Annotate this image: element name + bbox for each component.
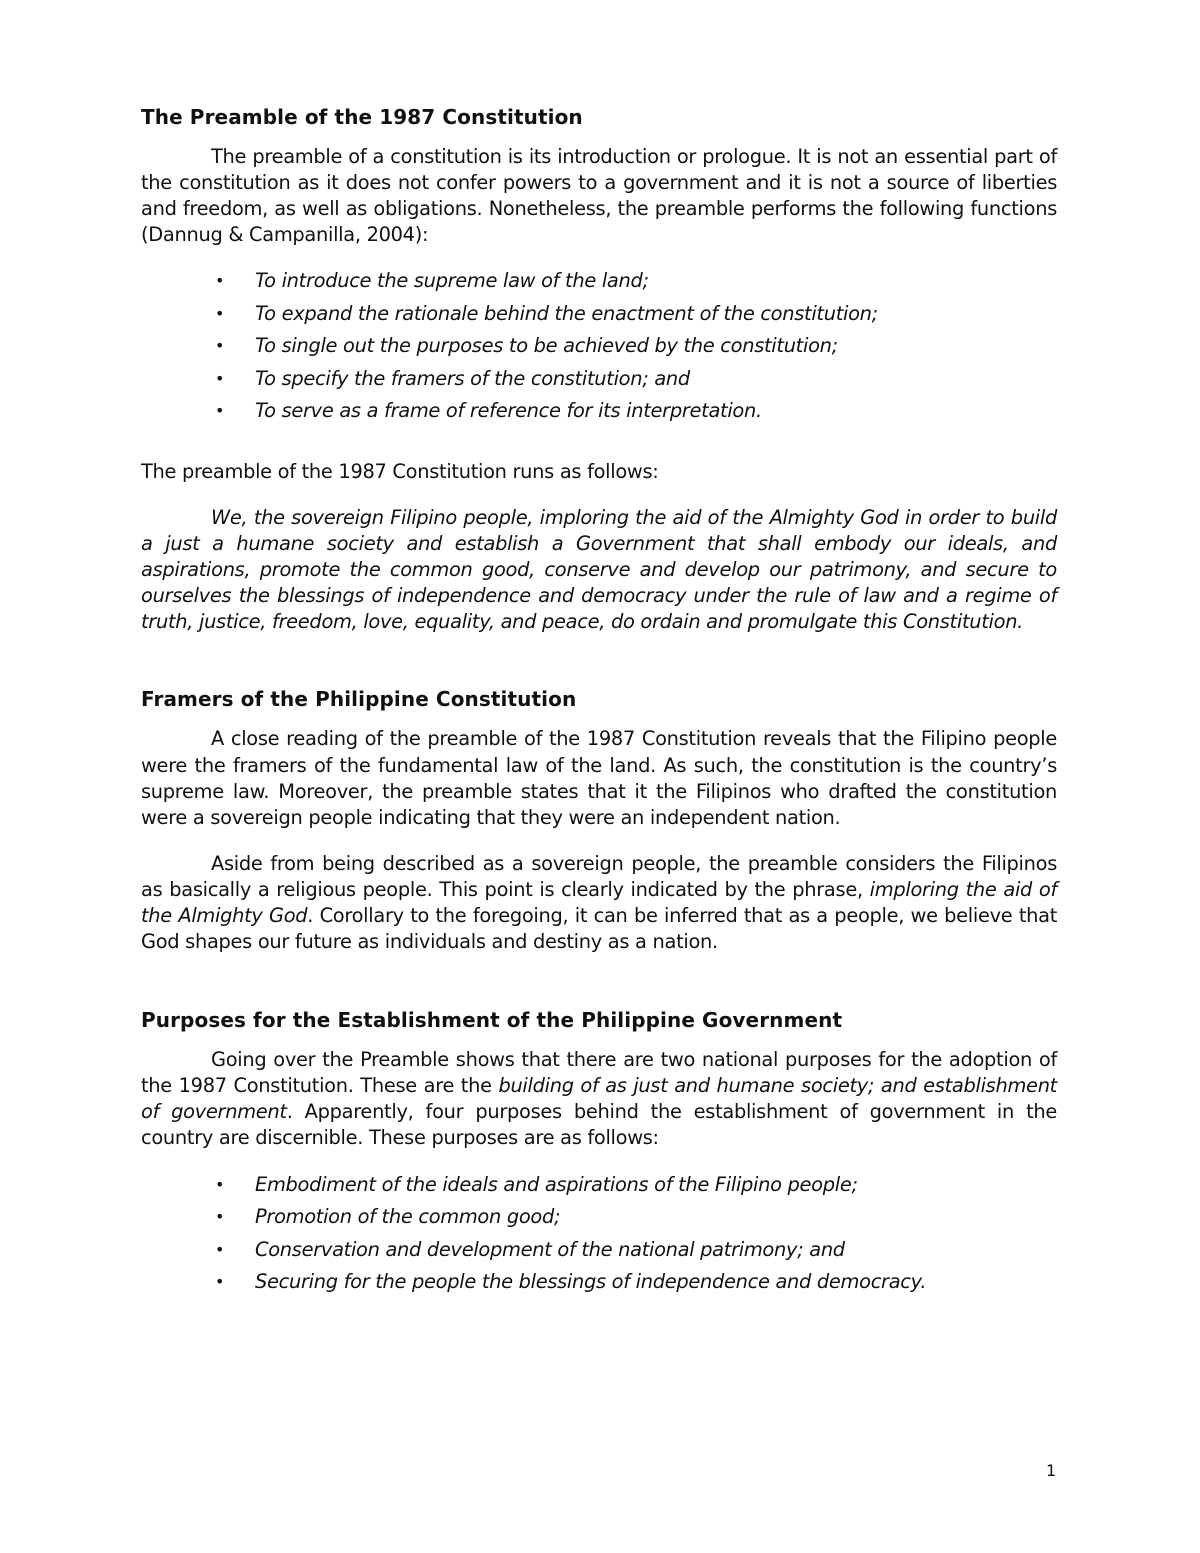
section-heading-purposes: Purposes for the Establishment of the Philippine Government: [141, 1008, 843, 1033]
list-item: • Promotion of the common good;: [141, 1201, 1057, 1234]
bullet-icon: •: [215, 1239, 225, 1259]
bullet-icon: •: [215, 1272, 225, 1292]
list-item: • To specify the framers of the constitution; and: [141, 363, 1057, 396]
bullet-icon: •: [215, 1207, 225, 1227]
list-item: • To single out the purposes to be achieved by the constitution;: [141, 330, 1057, 363]
document-page: [141, 100, 1057, 1299]
list-item: • To introduce the supreme law of the land;: [141, 265, 1057, 298]
government-purposes-list: [141, 1169, 1057, 1299]
bullet-icon: •: [215, 368, 225, 388]
list-item: • Securing for the people the blessings of independence and democracy.: [141, 1266, 1057, 1299]
paragraph-framers-1: A close reading of the preamble of the 1987 Constitution reveals that the Filipino people were the framers of the fundamental law of the land. As such, the constitution is the country’s supreme law. Moreover, the preamble states that it the Filipinos who drafted the constitution were a sovereign people indicating that they were an independent nation.: [141, 727, 1057, 829]
bullet-icon: •: [215, 336, 225, 356]
paragraph-preamble-intro: The preamble of a constitution is its introduction or prologue. It is not an essential part of the constitution as it does not confer powers to a government and it is not a source of liberties and freedom, as well as obligations. Nonetheless, the preamble performs the following functions (Dannug & Campanilla, 2004):: [141, 145, 1057, 247]
bullet-icon: •: [215, 1174, 225, 1194]
paragraph-framers-2: Aside from being described as a sovereign people, the preamble considers the Filipinos as basically a religious people. This point is clearly indicated by the phrase, imploring the aid of the Almighty God. Corollary to the foregoing, it can be inferred that as a people, we believe that God shapes our future as individuals and destiny as a nation.: [141, 851, 1058, 954]
italic-phrase: imploring the aid of the Almighty God: [141, 877, 1058, 927]
italic-phrase: building of as just and humane society; and establishment of government: [141, 1074, 1057, 1124]
section-heading-framers: Framers of the Philippine Constitution: [141, 687, 577, 712]
list-item: • Conservation and development of the national patrimony; and: [141, 1234, 1057, 1267]
page-number: 1: [1046, 1461, 1057, 1480]
bullet-icon: •: [215, 303, 225, 323]
paragraph-preamble-runs: The preamble of the 1987 Constitution runs as follows:: [141, 459, 659, 483]
bullet-icon: •: [215, 401, 225, 421]
bullet-icon: •: [215, 271, 225, 291]
list-item: • To expand the rationale behind the enactment of the constitution;: [141, 298, 1057, 331]
preamble-functions-list: [141, 265, 1057, 428]
paragraph-purposes: Going over the Preamble shows that there are two national purposes for the adoption of the 1987 Constitution. These are the building of as just and humane society; and establishment of government. Apparently, four purposes behind the establishment of government in the country are discernible. These purposes are as follows:: [141, 1048, 1057, 1150]
list-item: • To serve as a frame of reference for its interpretation.: [141, 395, 1057, 428]
preamble-quote: We, the sovereign Filipino people, imploring the aid of the Almighty God in order to build a just a humane society and establish a Government that shall embody our ideals, and aspirations, promote the common good, conserve and develop our patrimony, and secure to ourselves the blessings of independence and democracy under the rule of law and a regime of truth, justice, freedom, love, equality, and peace, do ordain and promulgate this Constitution.: [141, 505, 1057, 634]
section-heading-preamble: The Preamble of the 1987 Constitution: [141, 105, 583, 129]
list-item: • Embodiment of the ideals and aspirations of the Filipino people;: [141, 1169, 1057, 1202]
